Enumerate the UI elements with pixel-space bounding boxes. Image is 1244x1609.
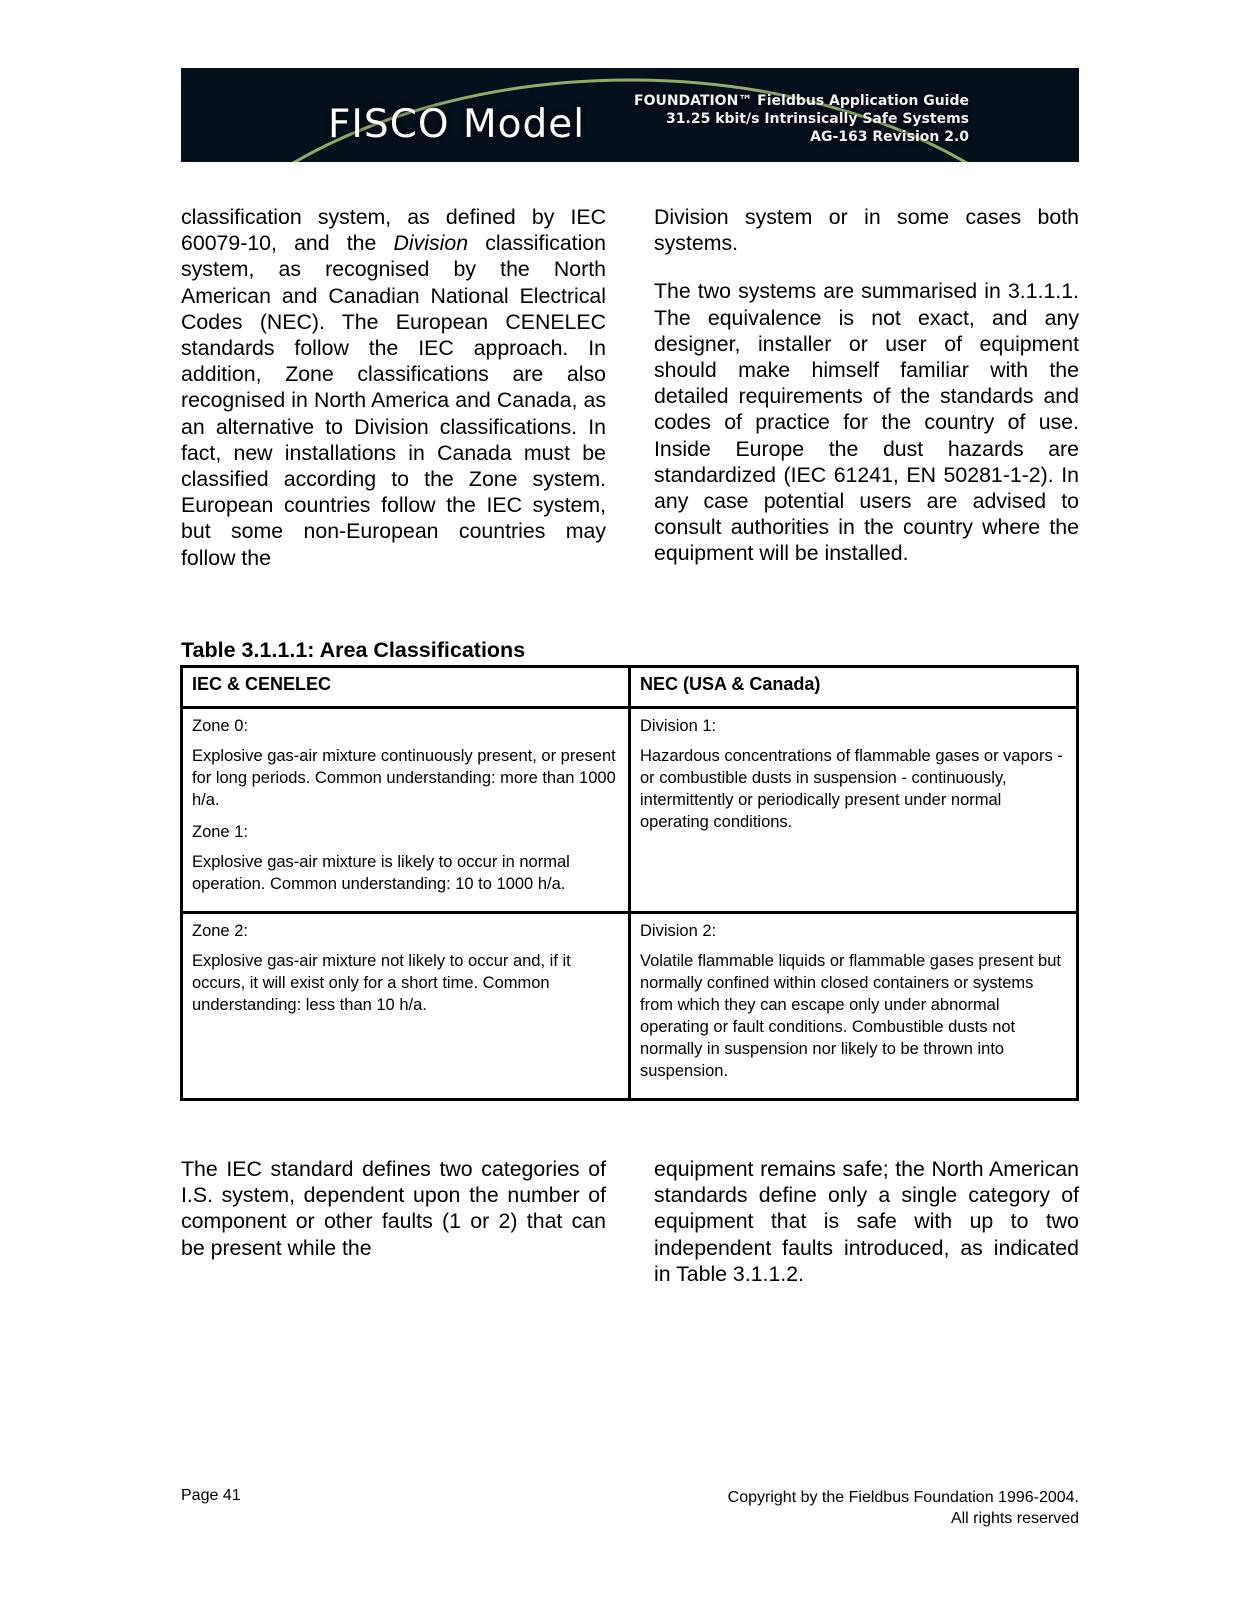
table-header-nec: NEC (USA & Canada) (630, 667, 1078, 708)
zone-2-label: Zone 2: (192, 922, 248, 940)
banner-line-1: FOUNDATION™ Fieldbus Application Guide (634, 93, 969, 109)
right-column-bottom (654, 1156, 1079, 1309)
division-1-label: Division 1: (640, 717, 717, 735)
table-cell (630, 708, 1078, 913)
table-row (182, 708, 1078, 913)
paragraph: classification system, as defined by IEC 60079-10, and the Division classification system, as recognised by the North American and Canadian National Electrical Codes (NEC). The European CENELEC standards follow the IEC approach. In addition, Zone classifications are also recognised in North America and Canada, as an alternative to Division classifications. In fact, new installations in Canada must be classified according to the Zone system. European countries follow the IEC system, but some non-European countries may follow the (181, 205, 606, 570)
zone-2-description: Explosive gas-air mixture not likely to occur and, if it occurs, it will exist only for a short time. Common understanding: less than 10 h/a. (192, 952, 571, 1014)
paragraph: The IEC standard defines two categories of I.S. system, dependent upon the number of component or other faults (1 or 2) that can be present while the (181, 1157, 606, 1260)
header-banner (181, 68, 1079, 162)
page-number: Page 41 (181, 1487, 241, 1504)
banner-line-3: AG-163 Revision 2.0 (810, 129, 969, 145)
table-cell (182, 913, 630, 1100)
zone-1-label: Zone 1: (192, 823, 248, 841)
table-cell (630, 913, 1078, 1100)
zone-1-description: Explosive gas-air mixture is likely to occur in normal operation. Common understanding: 10 to 1000 h/a. (192, 853, 570, 893)
right-column-top (654, 204, 1079, 589)
banner-title: FISCO Model (328, 102, 586, 147)
zone-0-description: Explosive gas-air mixture continuously present, or present for long periods. Common understanding: more than 1000 h/a. (192, 747, 616, 809)
left-column-top (181, 204, 606, 593)
division-1-description: Hazardous concentrations of flammable gases or vapors - or combustible dusts in suspension - continuously, intermittently or periodically present under normal operating conditions. (640, 747, 1063, 831)
paragraph: equipment remains safe; the North American standards define only a single category of equipment that is safe with up to two independent faults introduced, as indicated in Table 3.1.1.2. (654, 1157, 1079, 1286)
copyright-notice (728, 1487, 1079, 1529)
banner-line-2: 31.25 kbit/s Intrinsically Safe Systems (666, 111, 969, 127)
rights-line: All rights reserved (950, 1510, 1079, 1527)
zone-0-label: Zone 0: (192, 717, 248, 735)
left-column-bottom (181, 1156, 606, 1283)
paragraph: The two systems are summarised in 3.1.1.1. The equivalence is not exact, and any designer, installer or user of equipment should make himself familiar with the detailed requirements of the standards and codes of practice for the country of use. Inside Europe the dust hazards are standardized (IEC 61241, EN 50281-1-2). In any case potential users are advised to consult authorities in the country where the equipment will be installed. (654, 279, 1079, 566)
table-caption: Table 3.1.1.1: Area Classifications (181, 638, 526, 662)
banner-subtitle (634, 92, 969, 146)
copyright-line: Copyright by the Fieldbus Foundation 1996-2004. (727, 1489, 1079, 1506)
table-row (182, 913, 1078, 1100)
paragraph: Division system or in some cases both systems. (654, 205, 1079, 256)
division-2-label: Division 2: (640, 922, 717, 940)
area-classifications-table (180, 665, 1079, 1101)
division-2-description: Volatile flammable liquids or flammable gases present but normally confined within closed containers or systems from which they can escape only under abnormal operating or fault conditions. Combustible dusts not normally in suspension nor likely to be thrown into suspension. (640, 952, 1061, 1080)
table-header-iec: IEC & CENELEC (182, 667, 630, 708)
table-cell (182, 708, 630, 913)
